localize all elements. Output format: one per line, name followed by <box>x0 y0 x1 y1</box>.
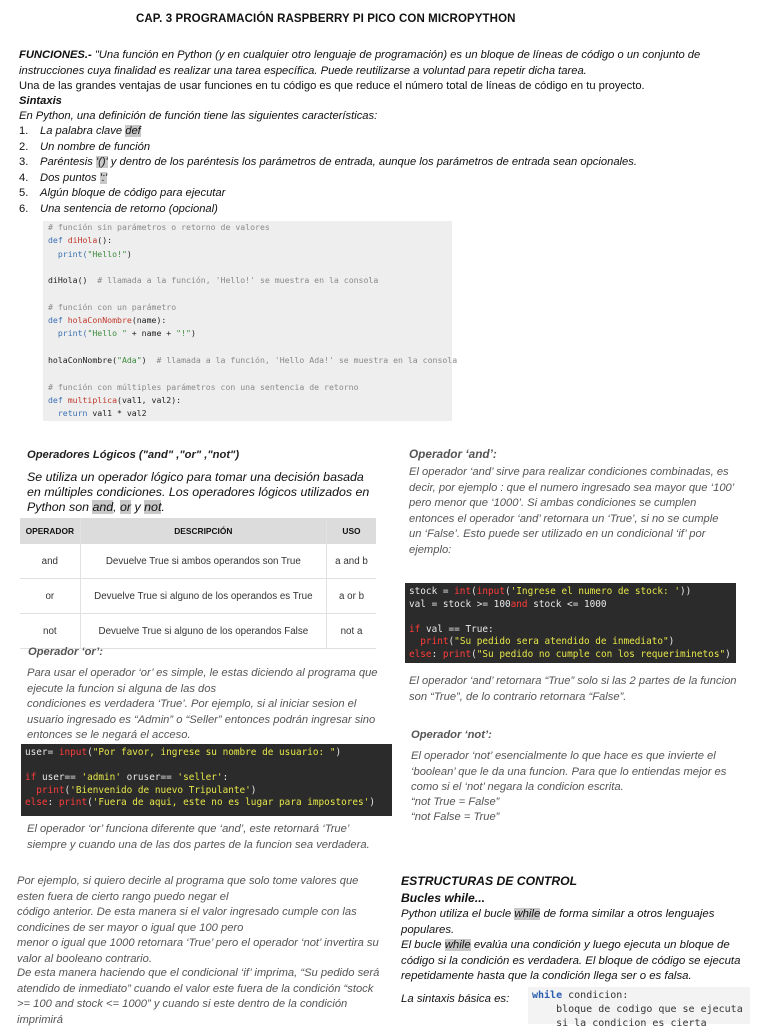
bottom-left-p1: Por ejemplo, si quiero decirle al programa que solo tome valores que esten fuera de cierto rango puedo negar el <box>17 875 359 903</box>
funciones-lead: FUNCIONES.- <box>19 49 92 61</box>
table-row: not Devuelve True si alguno de los operandos False not a <box>20 614 376 649</box>
list-item: 5. Algún bloque de código para ejecutar <box>19 187 226 200</box>
list-item: 3. Paréntesis '()' y dentro de los paréntesis los parámetros de entrada, aunque los parámetros de entrada sean opcionales. <box>19 156 637 169</box>
bottom-left-p4: De esta manera haciendo que el condicional ‘if’ imprima, “Su pedido será atendido de inmediato” cuando el valor este fuera de la condición “stock >= 100 and stock <= 1000” y cuando si este dentro de la condición imprimirá <box>17 967 380 1026</box>
logicos-heading: Operadores Lógicos ("and" ,"or" ,"not") <box>27 449 240 461</box>
operators-table <box>20 518 376 649</box>
sintaxis-intro: En Python, una definición de función tiene las siguientes características: <box>19 110 378 122</box>
or-paragraph-2: condiciones es verdadera ‘True’. Por ejemplo, si al iniciar sesion el usuario ingresado es “Admin” o “Seller” entonces podrán ingresar sino entonces se le negará el acceso. <box>27 698 376 741</box>
not-paragraph: El operador ‘not’ esencialmente lo que hace es que invierte el ‘boolean’ que le da una funcion. Para que lo entiendas mejor es como si el ‘not’ negara la condicion escrita. <box>411 750 727 793</box>
list-item: 6. Una sentencia de retorno (opcional) <box>19 202 218 215</box>
not-example-2: “not False = True” <box>411 811 500 823</box>
table-row: or Devuelve True si alguno de los operandos es True a or b <box>20 579 376 614</box>
list-item: 1. La palabra clave def <box>19 125 141 137</box>
syntax-label: La sintaxis básica es: <box>401 993 510 1005</box>
list-item: 2. Un nombre de función <box>19 140 151 153</box>
funciones-text: "Una función en Python (y en cualquier otro lenguaje de programación) es un bloque de líneas de código o un conjunto de instrucciones cuya finalidad es realizar una tarea específica. Puede reutilizarse a voluntad para repetir dicha tarea. <box>19 49 701 77</box>
logicos-intro: Se utiliza un operador lógico para tomar una decisión basada en múltiples condiciones. Los operadores lógicos utilizados en Python son and, or y not. <box>27 470 370 514</box>
features-list <box>19 124 739 218</box>
or-code-block: user= input("Por favor, ingrese su nombre de usuario: ") if user== 'admin' oruser== 'seller': print('Bienvenido de nuevo Tripulante') else: print('Fuera de aqui, este no es lugar para impostores') <box>21 744 392 816</box>
or-after: El operador ‘or’ funciona diferente que ‘and’, este retornará ‘True’ siempre y cuando una de las dos partes de la funcion sea verdadera. <box>27 823 370 851</box>
and-paragraph: El operador ‘and’ sirve para realizar condiciones combinadas, es decir, por ejemplo : que el numero ingresado sea mayor que ‘100’ pero menor que ‘1000’. Si ambas condiciones se cumplen entonces el operador ‘and’ retornara un ‘True’, si no se cumple un ‘False’. Esto puede ser utilizado en un condicional ‘if’ por ejemplo: <box>409 466 734 556</box>
functions-code-block: # función sin parámetros o retorno de valores def diHola(): print("Hello!") diHola() # llamada a la función, 'Hello!' se muestra en la consola # función con un parámetro def holaConNombre(name): print("Hello " + name + "!") holaConNombre("Ada") # llamada a la función, 'Hello Ada!' se muestra en la consola # función con múltiples parámetros con una sentencia de retorno def multiplica(val1, val2): return val1 * val2 <box>43 221 452 421</box>
estructuras-heading: ESTRUCTURAS DE CONTROL <box>401 874 578 888</box>
or-paragraph-1: Para usar el operador ‘or’ es simple, le estas diciendo al programa que ejecute la funcion si alguna de las dos <box>27 667 378 695</box>
page-title: CAP. 3 PROGRAMACIÓN RASPBERRY PI PICO CON MICROPYTHON <box>136 13 516 25</box>
and-heading: Operador ‘and’: <box>409 447 497 461</box>
while-paragraph-2: El bucle while evalúa una condición y luego ejecuta un bloque de código si la condición es verdadera. El bloque de código se ejecuta repetidamente hasta que la condición llega ser o es falsa. <box>401 939 741 982</box>
list-item: 4. Dos puntos ':' <box>19 171 108 184</box>
table-row: and Devuelve True si ambos operandos son True a and b <box>20 544 376 579</box>
while-syntax-snippet: while condicion: bloque de codigo que se ejecuta si la condicion es cierta <box>528 987 750 1024</box>
and-code-block: stock = int(input('Ingrese el numero de stock: ')) val = stock >= 100and stock <= 1000 if val == True: print("Su pedido sera atendido de inmediato") else: print("Su pedido no cumple con los requeriminetos") <box>405 583 736 663</box>
not-example-1: “not True = False” <box>411 796 500 808</box>
sintaxis-heading: Sintaxis <box>19 95 62 107</box>
not-heading: Operador ‘not’: <box>411 729 492 741</box>
bottom-left-p2: código anterior. De esta manera si el valor ingresado cumple con las condicines de ser mayor o igual que 100 pero <box>17 906 357 934</box>
while-heading: Bucles while... <box>401 891 485 905</box>
bottom-left-p3: menor o igual que 1000 retornara ‘True’ pero el operador ‘not’ invertira su valor al booleano contrario. <box>17 937 379 965</box>
while-paragraph-1: Python utiliza el bucle while de forma similar a otros lenguajes populares. <box>401 908 715 936</box>
funciones-paragraph-2: Una de las grandes ventajas de usar funciones en tu código es que reduce el número total de líneas de código en tu proyecto. <box>19 80 645 92</box>
funciones-paragraph <box>19 48 739 79</box>
or-heading: Operador ‘or’: <box>28 646 104 658</box>
table-header-row: OPERADOR DESCRIPCIÓN USO <box>20 518 376 544</box>
and-after: El operador ‘and’ retornara “True” solo si las 2 partes de la funcion son “True”, de lo contrario retornara “False”. <box>409 675 737 703</box>
